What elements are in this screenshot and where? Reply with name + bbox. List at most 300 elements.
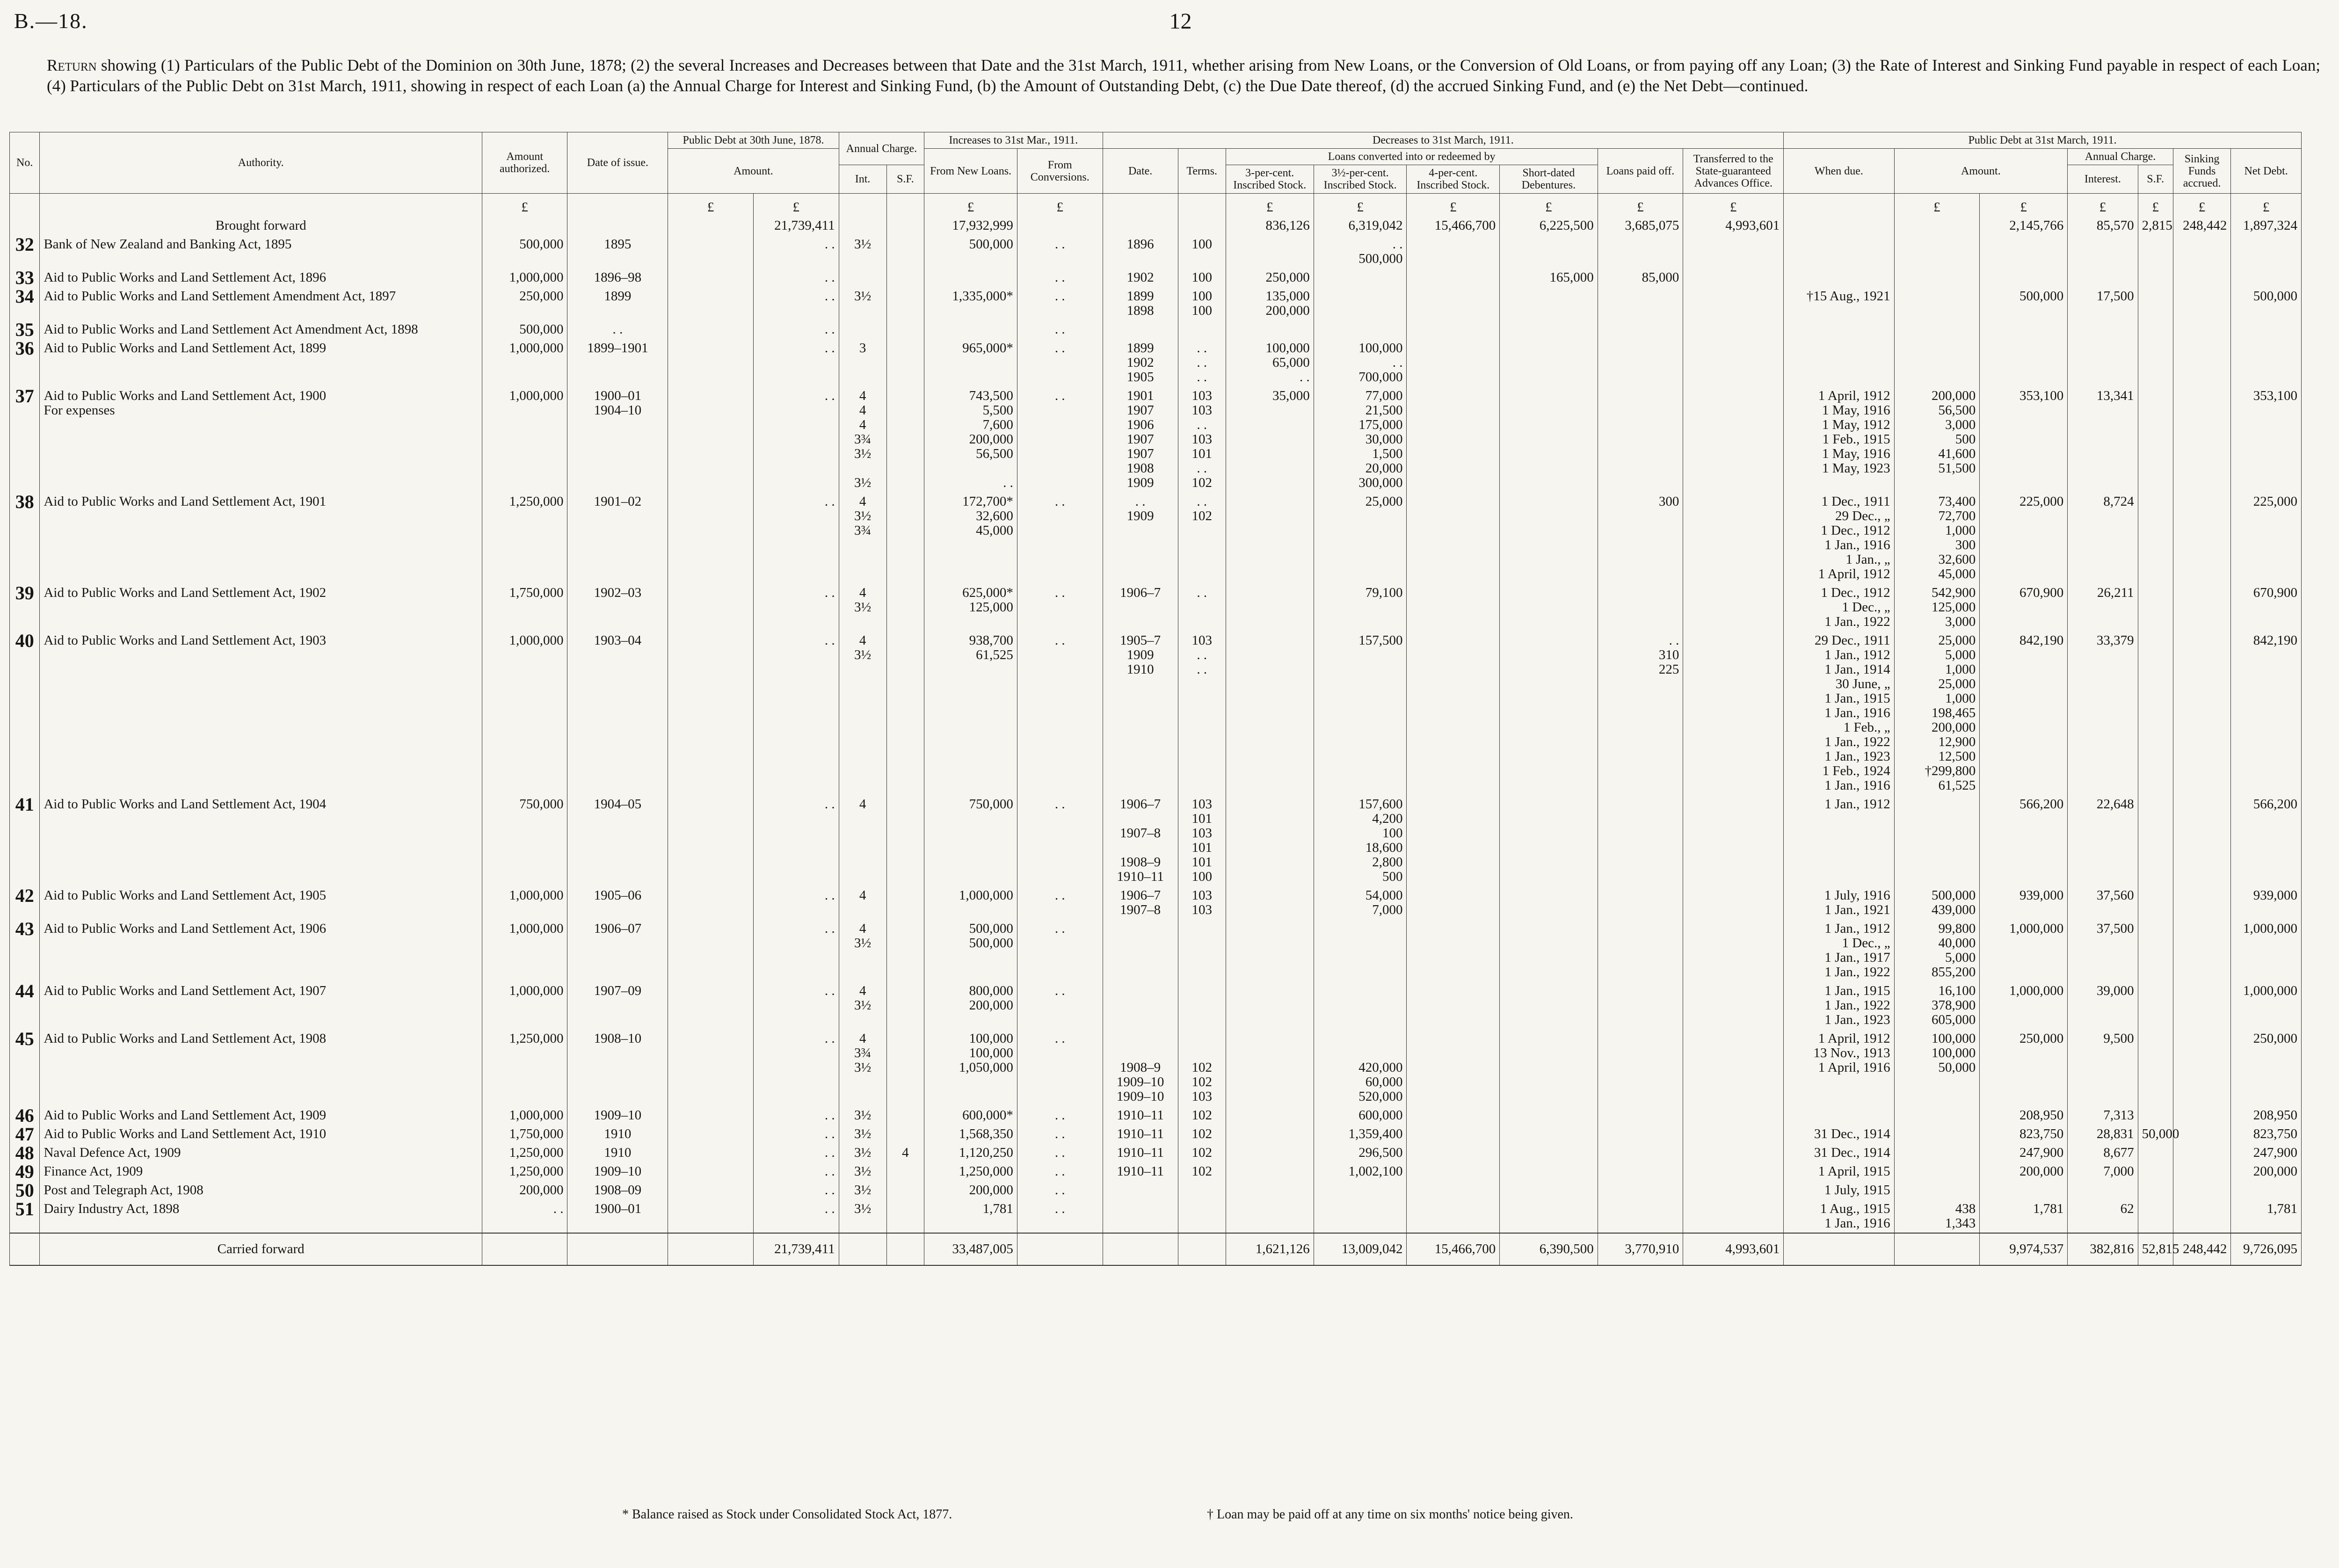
col-sinking-funds: Sinking Funds accrued. xyxy=(2173,149,2231,194)
row-number: 51 xyxy=(10,1200,40,1234)
row-net-debt xyxy=(2231,235,2302,269)
row-3half-pct xyxy=(1314,493,1407,584)
col-sf: S.F. xyxy=(886,165,924,194)
row-short-dated xyxy=(1500,1106,1598,1125)
authority-text: Aid to Public Works and Land Settlement Act, 1903 xyxy=(44,633,327,648)
row-number: 43 xyxy=(10,920,40,982)
row-int xyxy=(839,632,886,795)
unit-pound: £ xyxy=(1407,194,1500,217)
row-interest: 22,648 xyxy=(2068,795,2138,886)
row-debt-1878: . . xyxy=(753,632,839,795)
row-number: 33 xyxy=(10,269,40,287)
row-terms-line: 100 xyxy=(1191,270,1212,285)
col-increases: Increases to 31st Mar., 1911. xyxy=(924,132,1103,149)
unit-pound: £ xyxy=(1226,194,1314,217)
row-int-line: 4 xyxy=(859,403,866,418)
row-3half-pct xyxy=(1314,1181,1407,1200)
row-3pct xyxy=(1226,287,1314,320)
row-when-due xyxy=(1784,920,1894,982)
row-new-loans-line: 32,600 xyxy=(976,508,1013,523)
row-number: 35 xyxy=(10,320,40,339)
row-date-of-issue xyxy=(567,1106,668,1125)
row-date-of-issue xyxy=(567,387,668,493)
bf-debt-1878: 21,739,411 xyxy=(753,217,839,235)
row-3half-pct-line: 300,000 xyxy=(1358,475,1403,490)
row-amount: 200,000 xyxy=(1980,1162,2068,1181)
row-terms xyxy=(1178,493,1226,584)
row-3half-pct xyxy=(1314,795,1407,886)
row-dec-date-line: 1910–11 xyxy=(1117,1164,1164,1179)
row-due-amount-line: 1,000 xyxy=(1945,523,1976,538)
cf-paid-off: 3,770,910 xyxy=(1598,1233,1683,1265)
row-int: 4 xyxy=(839,795,886,886)
row-terms-line xyxy=(1182,1031,1222,1046)
row-amount: 250,000 xyxy=(1980,1030,2068,1106)
row-interest: 37,500 xyxy=(2068,920,2138,982)
table-row xyxy=(10,387,2302,493)
row-interest: 7,000 xyxy=(2068,1162,2138,1181)
carried-forward-row xyxy=(10,1233,2302,1265)
row-authority xyxy=(40,920,482,982)
row-amount-authorized: 750,000 xyxy=(482,795,567,886)
row-amount-authorized: 1,750,000 xyxy=(482,584,567,632)
row-conversions: . . xyxy=(1017,1162,1103,1181)
row-3pct xyxy=(1226,320,1314,339)
row-4pct xyxy=(1407,982,1500,1030)
row-due-amount-line: 500,000 xyxy=(1931,888,1976,903)
row-due-amount xyxy=(1894,1030,1980,1106)
row-due-amount-line: 99,800 xyxy=(1938,921,1976,936)
row-3pct xyxy=(1226,886,1314,920)
row-dec-date-line: 1899 xyxy=(1126,341,1154,356)
row-new-loans xyxy=(924,387,1017,493)
row-3half-pct-line: 500 xyxy=(1382,869,1403,884)
row-new-loans-line: 125,000 xyxy=(969,600,1013,615)
row-3half-pct-line: 77,000 xyxy=(1365,388,1403,403)
row-new-loans-line xyxy=(928,461,1013,476)
row-debt-1878: . . xyxy=(753,1030,839,1106)
row-date-of-issue xyxy=(567,1144,668,1162)
row-terms-line: . . xyxy=(1197,494,1207,509)
row-interest: 8,677 xyxy=(2068,1144,2138,1162)
row-sf xyxy=(886,1030,924,1106)
row-net-debt: 500,000 xyxy=(2231,287,2302,320)
row-conversions: . . xyxy=(1017,982,1103,1030)
row-due-amount-line: 61,525 xyxy=(1938,778,1976,793)
row-net-debt xyxy=(2231,269,2302,287)
row-new-loans-line: 61,525 xyxy=(976,647,1013,662)
row-debt-1878: . . xyxy=(753,235,839,269)
row-3half-pct-line: 20,000 xyxy=(1365,461,1403,476)
row-number: 46 xyxy=(10,1106,40,1125)
col-authority: Authority. xyxy=(40,132,482,194)
row-amount-authorized: 1,000,000 xyxy=(482,982,567,1030)
row-3pct xyxy=(1226,1200,1314,1234)
row-when-due-line: 1 April, 1912 xyxy=(1818,566,1890,581)
row-3pct xyxy=(1226,982,1314,1030)
row-3pct xyxy=(1226,584,1314,632)
row-number: 37 xyxy=(10,387,40,493)
row-1911-sf xyxy=(2138,632,2173,795)
row-when-due-line: 29 Dec., 1911 xyxy=(1814,633,1890,648)
row-sf: 4 xyxy=(886,1144,924,1162)
row-sf xyxy=(886,584,924,632)
table-row xyxy=(10,920,2302,982)
row-date-of-issue xyxy=(567,1200,668,1234)
cf-short-dated: 6,390,500 xyxy=(1500,1233,1598,1265)
row-short-dated xyxy=(1500,632,1598,795)
row-debt-1878: . . xyxy=(753,287,839,320)
row-new-loans-line: 100,000 xyxy=(969,1031,1013,1046)
row-authority xyxy=(40,287,482,320)
row-due-amount xyxy=(1894,1125,1980,1144)
row-4pct xyxy=(1407,269,1500,287)
row-due-amount-line: 200,000 xyxy=(1931,720,1976,735)
row-dec-date xyxy=(1103,1144,1178,1162)
row-when-due xyxy=(1784,1106,1894,1125)
row-due-amount-line: 3,000 xyxy=(1945,417,1976,432)
row-sinking xyxy=(2173,1181,2231,1200)
row-when-due xyxy=(1784,387,1894,493)
row-sf xyxy=(886,1200,924,1234)
row-when-due-line: 1 May, 1916 xyxy=(1822,446,1890,461)
row-terms-line: 100 xyxy=(1191,237,1212,252)
row-net-debt: 250,000 xyxy=(2231,1030,2302,1106)
row-paid-off xyxy=(1598,632,1683,795)
row-when-due-line: †15 Aug., 1921 xyxy=(1806,289,1890,304)
public-debt-table xyxy=(9,132,2302,1266)
row-interest xyxy=(2068,320,2138,339)
row-conversions: . . xyxy=(1017,1200,1103,1234)
cf-new-loans: 33,487,005 xyxy=(924,1233,1017,1265)
authority-text: Naval Defence Act, 1909 xyxy=(44,1145,181,1160)
row-new-loans xyxy=(924,1030,1017,1106)
row-new-loans-line: 45,000 xyxy=(976,523,1013,538)
row-dec-date-line: 1910–11 xyxy=(1117,869,1164,884)
row-interest: 33,379 xyxy=(2068,632,2138,795)
row-when-due-line: 1 Jan., 1916 xyxy=(1824,537,1890,552)
row-amount-authorized: 1,000,000 xyxy=(482,1106,567,1125)
row-sinking xyxy=(2173,920,2231,982)
row-terms xyxy=(1178,1106,1226,1125)
row-short-dated xyxy=(1500,387,1598,493)
row-due-amount-line: 378,900 xyxy=(1931,998,1976,1013)
row-authority xyxy=(40,235,482,269)
table-row xyxy=(10,795,2302,886)
row-int-line: 4 xyxy=(859,1031,866,1046)
row-due-amount-line: 300 xyxy=(1955,537,1976,552)
row-3half-pct xyxy=(1314,632,1407,795)
row-when-due-line: 1 Jan., 1915 xyxy=(1824,983,1890,998)
row-interest xyxy=(2068,235,2138,269)
row-4pct xyxy=(1407,287,1500,320)
row-when-due-line: 1 Dec., „ xyxy=(1842,936,1890,951)
row-due-amount-line: 125,000 xyxy=(1931,600,1976,615)
row-int xyxy=(839,584,886,632)
row-new-loans: 1,335,000* xyxy=(924,287,1017,320)
row-paid-off xyxy=(1598,795,1683,886)
row-terms xyxy=(1178,920,1226,982)
col-annual-charge: Annual Charge. xyxy=(839,132,924,165)
row-int: 3½ xyxy=(839,1125,886,1144)
bf-3pct: 836,126 xyxy=(1226,217,1314,235)
row-3half-pct xyxy=(1314,920,1407,982)
row-sinking xyxy=(2173,632,2231,795)
row-terms-line: 103 xyxy=(1191,633,1212,648)
row-amount xyxy=(1980,269,2068,287)
row-due-amount xyxy=(1894,1162,1980,1181)
row-int: 3½ xyxy=(839,235,886,269)
row-amount: 1,000,000 xyxy=(1980,982,2068,1030)
row-conversions: . . xyxy=(1017,632,1103,795)
row-3pct xyxy=(1226,387,1314,493)
row-4pct xyxy=(1407,493,1500,584)
row-due-amount xyxy=(1894,320,1980,339)
row-dec-date-line: 1910–11 xyxy=(1117,1126,1164,1141)
row-short-dated xyxy=(1500,493,1598,584)
row-paid-off xyxy=(1598,1106,1683,1125)
row-4pct xyxy=(1407,1125,1500,1144)
row-due-amount-line: 500 xyxy=(1955,432,1976,447)
row-int-line: 4 xyxy=(859,633,866,648)
row-interest: 37,560 xyxy=(2068,886,2138,920)
row-sf xyxy=(886,1162,924,1181)
row-dec-date xyxy=(1103,584,1178,632)
row-3half-pct-line: 60,000 xyxy=(1365,1074,1403,1089)
row-terms xyxy=(1178,320,1226,339)
row-due-amount-line: 73,400 xyxy=(1938,494,1976,509)
row-conversions: . . xyxy=(1017,387,1103,493)
bf-amount: 2,145,766 xyxy=(1980,217,2068,235)
row-interest: 17,500 xyxy=(2068,287,2138,320)
col-loans-paid-off: Loans paid off. xyxy=(1598,149,1683,194)
row-sf xyxy=(886,287,924,320)
bf-4pct: 15,466,700 xyxy=(1407,217,1500,235)
row-due-amount-line: †299,800 xyxy=(1925,763,1976,778)
row-interest: 13,341 xyxy=(2068,387,2138,493)
row-interest: 9,500 xyxy=(2068,1030,2138,1106)
row-terms-line: . . xyxy=(1197,585,1207,600)
row-dec-date-line xyxy=(1107,1031,1174,1046)
row-terms-line: . . xyxy=(1197,461,1207,476)
row-debt-1878: . . xyxy=(753,1181,839,1200)
authority-text: Aid to Public Works and Land Settlement Act, 1901 xyxy=(44,494,327,509)
row-transferred xyxy=(1683,1106,1784,1125)
row-paid-off xyxy=(1598,886,1683,920)
row-number: 38 xyxy=(10,493,40,584)
row-sinking xyxy=(2173,982,2231,1030)
row-transferred xyxy=(1683,1144,1784,1162)
unit-pound: £ xyxy=(2138,194,2173,217)
row-sf xyxy=(886,493,924,584)
row-date-of-issue-line: 1903–04 xyxy=(594,633,642,648)
table-row xyxy=(10,982,2302,1030)
col-1878-amount: Amount. xyxy=(668,149,839,194)
row-4pct xyxy=(1407,1144,1500,1162)
row-3pct xyxy=(1226,1125,1314,1144)
row-due-amount-line: 198,465 xyxy=(1931,705,1976,720)
row-3pct xyxy=(1226,1144,1314,1162)
row-date-of-issue xyxy=(567,1030,668,1106)
cf-debt-1878: 21,739,411 xyxy=(753,1233,839,1265)
row-dec-date-line: 1909–10 xyxy=(1116,1074,1164,1089)
row-debt-1878: . . xyxy=(753,1106,839,1125)
row-4pct xyxy=(1407,886,1500,920)
row-net-debt: 200,000 xyxy=(2231,1162,2302,1181)
row-number: 39 xyxy=(10,584,40,632)
cf-3pct: 1,621,126 xyxy=(1226,1233,1314,1265)
row-1911-sf xyxy=(2138,982,2173,1030)
row-terms xyxy=(1178,982,1226,1030)
row-terms-line: 102 xyxy=(1191,1126,1212,1141)
row-when-due-line: 1 Jan., 1922 xyxy=(1824,734,1890,749)
carried-forward-label: Carried forward xyxy=(40,1233,482,1265)
row-sf xyxy=(886,982,924,1030)
row-date-of-issue xyxy=(567,886,668,920)
row-date-of-issue-line: 1895 xyxy=(604,237,632,252)
row-sf xyxy=(886,886,924,920)
row-terms-line: 102 xyxy=(1191,1074,1212,1089)
row-date-of-issue xyxy=(567,339,668,387)
row-int: 3½ xyxy=(839,1181,886,1200)
row-interest xyxy=(2068,269,2138,287)
row-int xyxy=(839,1030,886,1106)
row-dec-date-line xyxy=(1107,841,1174,855)
row-terms-line: 100 xyxy=(1191,289,1212,304)
row-when-due-line: 1 Jan., 1917 xyxy=(1824,950,1890,965)
row-amount xyxy=(1980,1181,2068,1200)
row-sinking xyxy=(2173,1106,2231,1125)
row-when-due xyxy=(1784,1181,1894,1200)
row-date-of-issue-line: 1909–10 xyxy=(594,1108,642,1123)
row-dec-date xyxy=(1103,235,1178,269)
row-sinking xyxy=(2173,235,2231,269)
row-paid-off xyxy=(1598,387,1683,493)
row-int-line: 3¾ xyxy=(854,523,872,538)
row-dec-date-line xyxy=(1107,1046,1174,1060)
row-due-amount xyxy=(1894,795,1980,886)
row-dec-date-line: 1910–11 xyxy=(1117,1145,1164,1160)
row-when-due-line: 1 Jan., 1912 xyxy=(1824,797,1890,812)
row-when-due-line: 1 May, 1912 xyxy=(1822,417,1890,432)
row-due-amount-line: 50,000 xyxy=(1938,1060,1976,1075)
row-transferred xyxy=(1683,387,1784,493)
col-3half-pct: 3½-per-cent. Inscribed Stock. xyxy=(1314,165,1407,194)
row-debt-1878: . . xyxy=(753,339,839,387)
row-terms-line: 100 xyxy=(1191,303,1212,318)
row-terms xyxy=(1178,235,1226,269)
bf-sf: 2,815 xyxy=(2138,217,2173,235)
row-date-of-issue xyxy=(567,269,668,287)
row-amount-authorized: . . xyxy=(482,1200,567,1234)
row-conversions: . . xyxy=(1017,320,1103,339)
row-due-amount-line: 439,000 xyxy=(1931,902,1976,917)
col-terms: Terms. xyxy=(1178,149,1226,194)
row-3pct-line: 35,000 xyxy=(1272,388,1310,403)
row-amount-authorized: 500,000 xyxy=(482,320,567,339)
row-dec-date xyxy=(1103,886,1178,920)
row-net-debt: 842,190 xyxy=(2231,632,2302,795)
row-dec-date-line: . . xyxy=(1135,494,1146,509)
row-3pct-line: 135,000 xyxy=(1265,289,1310,304)
row-authority xyxy=(40,269,482,287)
row-paid-off xyxy=(1598,584,1683,632)
row-number: 44 xyxy=(10,982,40,1030)
row-authority xyxy=(40,982,482,1030)
row-when-due-line: 1 Jan., 1922 xyxy=(1824,614,1890,629)
row-3half-pct xyxy=(1314,1144,1407,1162)
row-sinking xyxy=(2173,584,2231,632)
row-net-debt xyxy=(2231,320,2302,339)
row-dec-date-line xyxy=(1107,812,1174,826)
page-number: 12 xyxy=(1169,9,1192,34)
row-3half-pct xyxy=(1314,1125,1407,1144)
row-paid-off xyxy=(1598,235,1683,269)
row-amount: 353,100 xyxy=(1980,387,2068,493)
row-date-of-issue xyxy=(567,1125,668,1144)
row-net-debt: 670,900 xyxy=(2231,584,2302,632)
row-dec-date-line: 1899 xyxy=(1126,289,1154,304)
row-4pct xyxy=(1407,1181,1500,1200)
table-row xyxy=(10,1200,2302,1234)
row-due-amount-line: 100,000 xyxy=(1931,1031,1976,1046)
row-dec-date xyxy=(1103,632,1178,795)
row-1911-sf xyxy=(2138,920,2173,982)
row-new-loans-line: 100,000 xyxy=(969,1045,1013,1060)
row-new-loans-line: 743,500 xyxy=(969,388,1013,403)
row-when-due xyxy=(1784,287,1894,320)
row-dec-date xyxy=(1103,493,1178,584)
row-3half-pct-line xyxy=(1318,1046,1403,1060)
row-transferred xyxy=(1683,584,1784,632)
row-short-dated xyxy=(1500,886,1598,920)
row-3half-pct-line: 30,000 xyxy=(1365,432,1403,447)
row-1911-sf xyxy=(2138,235,2173,269)
row-conversions: . . xyxy=(1017,269,1103,287)
row-new-loans xyxy=(924,584,1017,632)
row-terms-line: 100 xyxy=(1191,869,1212,884)
row-due-amount-line: 45,000 xyxy=(1938,566,1976,581)
row-paid-off xyxy=(1598,287,1683,320)
row-when-due-line: 1 Dec., 1912 xyxy=(1821,523,1890,538)
row-when-due-line: 1 July, 1916 xyxy=(1824,888,1890,903)
authority-text: Aid to Public Works and Land Settlement Act, 1908 xyxy=(44,1031,327,1046)
row-terms-line: 101 xyxy=(1191,446,1212,461)
row-interest: 39,000 xyxy=(2068,982,2138,1030)
table-row xyxy=(10,584,2302,632)
row-number: 42 xyxy=(10,886,40,920)
row-dec-date-line: 1898 xyxy=(1126,303,1154,318)
row-amount: 823,750 xyxy=(1980,1125,2068,1144)
row-date-of-issue xyxy=(567,920,668,982)
row-new-loans: 1,120,250 xyxy=(924,1144,1017,1162)
row-dec-date-line: 1908 xyxy=(1126,461,1154,476)
row-sinking xyxy=(2173,1162,2231,1181)
row-terms-line: 101 xyxy=(1191,811,1212,826)
table-row xyxy=(10,886,2302,920)
row-3half-pct-line: 296,500 xyxy=(1358,1145,1403,1160)
row-transferred xyxy=(1683,320,1784,339)
row-dec-date-line: 1907–8 xyxy=(1120,826,1161,841)
row-due-amount-line: 16,100 xyxy=(1938,983,1976,998)
table-row xyxy=(10,1144,2302,1162)
row-dec-date-line: 1910–11 xyxy=(1117,1108,1164,1123)
row-3pct xyxy=(1226,493,1314,584)
row-int xyxy=(839,493,886,584)
row-number: 45 xyxy=(10,1030,40,1106)
row-conversions: . . xyxy=(1017,886,1103,920)
row-when-due-line: 1 Feb., „ xyxy=(1843,720,1890,735)
